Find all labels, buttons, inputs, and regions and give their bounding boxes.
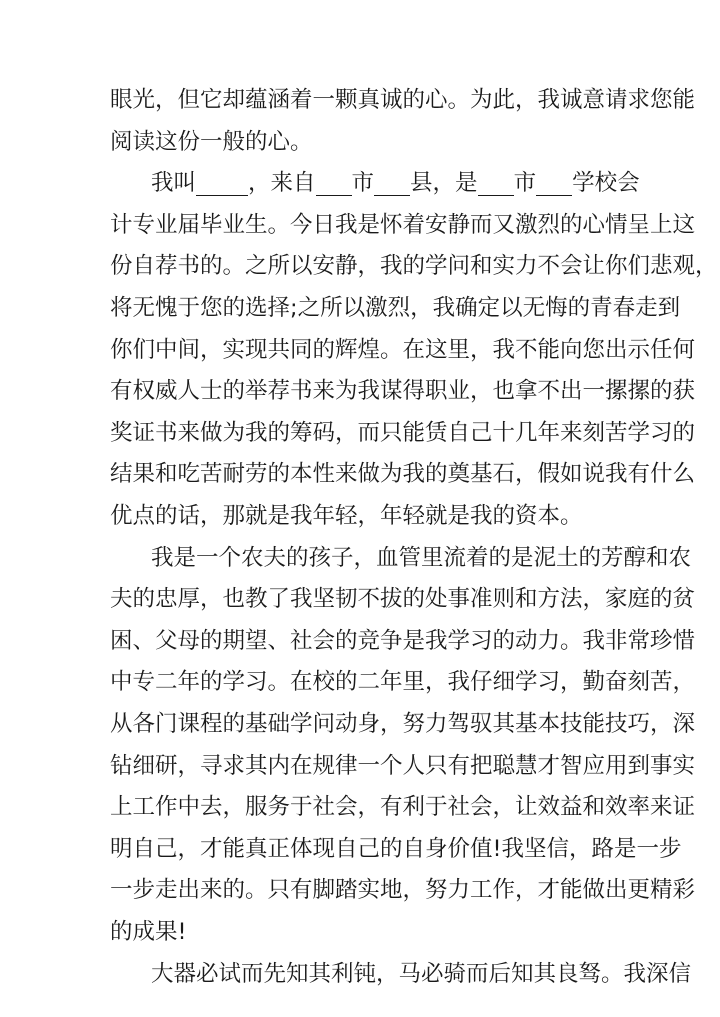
fill-blank-school-city — [478, 169, 514, 196]
text-line: 奖证书来做为我的筹码，而只能赁自己十几年来刻苦学习的 — [110, 419, 696, 446]
text-line: 将无愧于您的选择;之所以激烈，我确定以无悔的青春走到 — [110, 295, 681, 321]
fill-blank-city — [316, 169, 352, 196]
text-line: 份自荐书的。之所以安静，我的学问和实力不会让你们悲观， — [110, 253, 718, 280]
text-segment: 市 — [351, 170, 375, 197]
text-line: 中专二年的学习。在校的二年里，我仔细学习，勤奋刻苦， — [110, 669, 696, 696]
text-line: 有权威人士的举荐书来为我谋得职业，也拿不出一摞摞的获 — [110, 378, 696, 405]
text-line: 阅读这份一般的心。 — [110, 128, 313, 155]
text-line-with-blanks — [0, 163, 720, 203]
text-segment: ，来自 — [248, 170, 316, 197]
text-line: 眼光，但它却蕴涵着一颗真诚的心。为此，我诚意请求您能 — [110, 87, 696, 113]
text-line: 困、父母的期望、社会的竞争是我学习的动力。我非常珍惜 — [110, 627, 696, 654]
text-line: 钻细研，寻求其内在规律一个人只有把聪慧才智应用到事实 — [110, 752, 696, 779]
text-line: 明自己，才能真正体现自己的自身价值!我坚信，路是一步 — [110, 835, 682, 862]
text-line: 的成果! — [110, 919, 187, 945]
fill-blank-county — [374, 169, 410, 196]
text-segment: 学校会 — [572, 170, 640, 197]
text-line: 我是一个农夫的孩子，血管里流着的是泥土的芳醇和农 — [151, 544, 692, 571]
text-segment: 我叫 — [151, 170, 197, 197]
text-line: 一步走出来的。只有脚踏实地，努力工作，才能做出更精彩 — [110, 877, 696, 904]
fill-blank-name — [196, 169, 248, 196]
text-segment: 县，是 — [410, 170, 478, 197]
text-line: 计专业届毕业生。今日我是怀着安静而又激烈的心情呈上这 — [110, 211, 696, 238]
text-line: 上工作中去，服务于社会，有利于社会，让效益和效率来证 — [110, 794, 696, 821]
fill-blank-school — [536, 169, 572, 196]
text-line: 你们中间，实现共同的辉煌。在这里，我不能向您出示任何 — [110, 336, 696, 363]
text-line: 结果和吃苦耐劳的本性来做为我的奠基石，假如说我有什么 — [110, 461, 696, 488]
text-line: 从各门课程的基础学问动身，努力驾驭其基本技能技巧，深 — [110, 711, 696, 737]
text-segment: 市 — [513, 170, 537, 197]
text-line: 夫的忠厚，也教了我坚韧不拔的处事准则和方法，家庭的贫 — [110, 586, 696, 613]
text-line: 大器必试而先知其利钝，马必骑而后知其良驽。我深信 — [151, 960, 692, 987]
text-line: 优点的话，那就是我年轻，年轻就是我的资本。 — [110, 503, 583, 529]
